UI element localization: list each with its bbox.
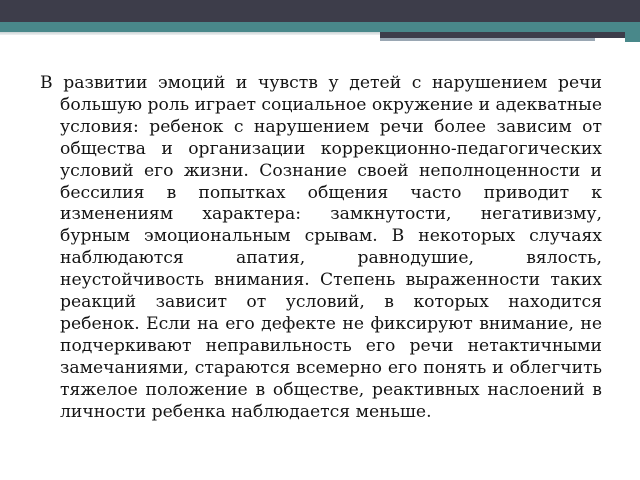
header-dark-band: [0, 0, 640, 22]
header-accent-corner: [625, 32, 640, 42]
header-teal-band: [0, 22, 640, 32]
slide-content: [40, 73, 602, 424]
header-accent-underline: [380, 38, 595, 41]
body-paragraph: В развитии эмоций и чувств у детей с нарушением речи большую роль играет социальное окружение и адекватные условия: ребенок с нарушением речи более зависим от общества и организации коррекционно-педагогических условий его жизни. Сознание своей неполноценности и бессилия в попытках общения часто приводит к изменениям характера: замкнутости, негативизму, бурным эмоциональным срывам. В некоторых случаях наблюдаются апатия, равнодушие, вялость, неустойчивость внимания. Степень выраженности таких реакций зависит от условий, в которых находится ребенок. Если на его дефекте не фиксируют внимание, не подчеркивают неправильность его речи нетактичными замечаниями, стараются всемерно его понять и облегчить тяжелое положение в обществе, реактивных наслоений в личности ребенка наблюдается меньше.: [40, 73, 603, 422]
